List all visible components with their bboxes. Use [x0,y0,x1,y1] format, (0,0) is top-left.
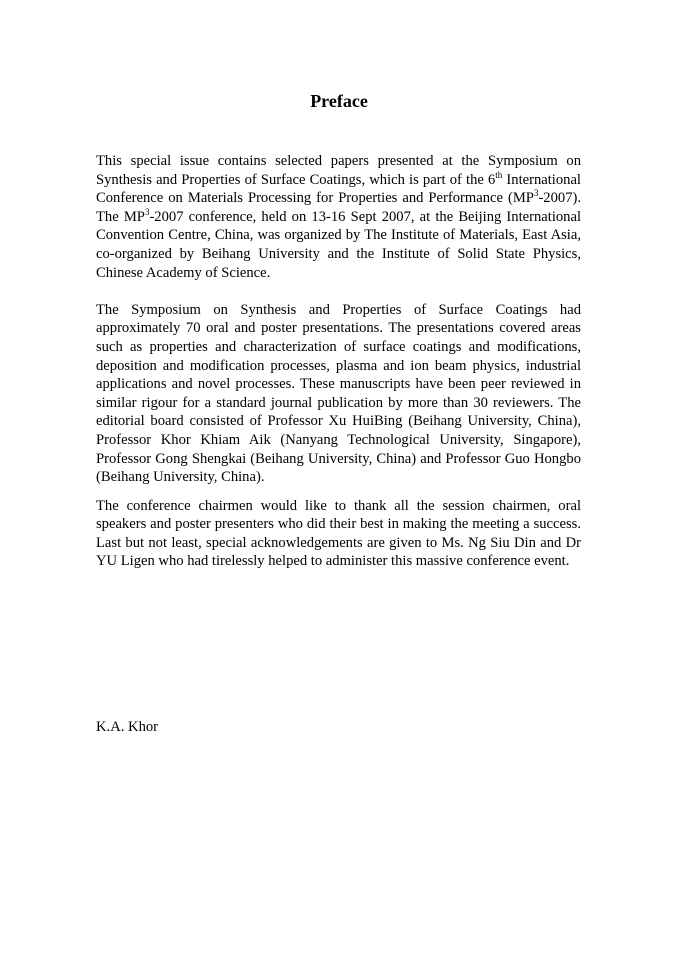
superscript-th: th [495,169,503,180]
paragraph-intro-text-c: -2007). The MP [96,190,581,225]
superscript-3-second: 3 [144,206,150,217]
paragraph-intro-text-d: -2007 conference, held on 13-16 Sept 2007, at the Beijing International Convention Centre, China, was organized by The Institute of Materials, East Asia, co-organized by Beihang University and the Institute of Solid State Physics, Chinese Academy of Science. [96,208,581,281]
paragraph-intro-text-b: International Conference on Materials Processing for Properties and Performance (MP [96,171,581,207]
paragraph-intro-text-a: This special issue contains selected papers presented at the Symposium on Synthesis and Properties of Surface Coatings, which is part of the 6 [96,153,581,188]
superscript-3-first: 3 [533,188,539,199]
document-body [96,152,581,571]
paragraph-acknowledgements: The conference chairmen would like to thank all the session chairmen, oral speakers and poster presenters who did their best in making the meeting a success. Last but not least, special acknowledgements are given to Ms. Ng Siu Din and Dr YU Ligen who had tirelessly helped to administer this massive conference event. [96,497,581,570]
paragraph-intro [96,152,581,282]
paragraph-symposium: The Symposium on Synthesis and Properties of Surface Coatings had approximately 70 oral and poster presentations. The presentations covered areas such as properties and characterization of surface coatings and modifications, deposition and modification processes, plasma and ion beam physics, industrial applications and novel processes. These manuscripts have been peer reviewed in similar rigour for a standard journal publication by more than 30 reviewers. The editorial board consisted of Professor Xu HuiBing (Beihang University, China), Professor Khor Khiam Aik (Nanyang Technological University, Singapore), Professor Gong Shengkai (Beihang University, China) and Professor Guo Hongbo (Beihang University, China). [96,301,581,486]
page-title: Preface [310,91,368,111]
signature: K.A. Khor [96,719,159,735]
